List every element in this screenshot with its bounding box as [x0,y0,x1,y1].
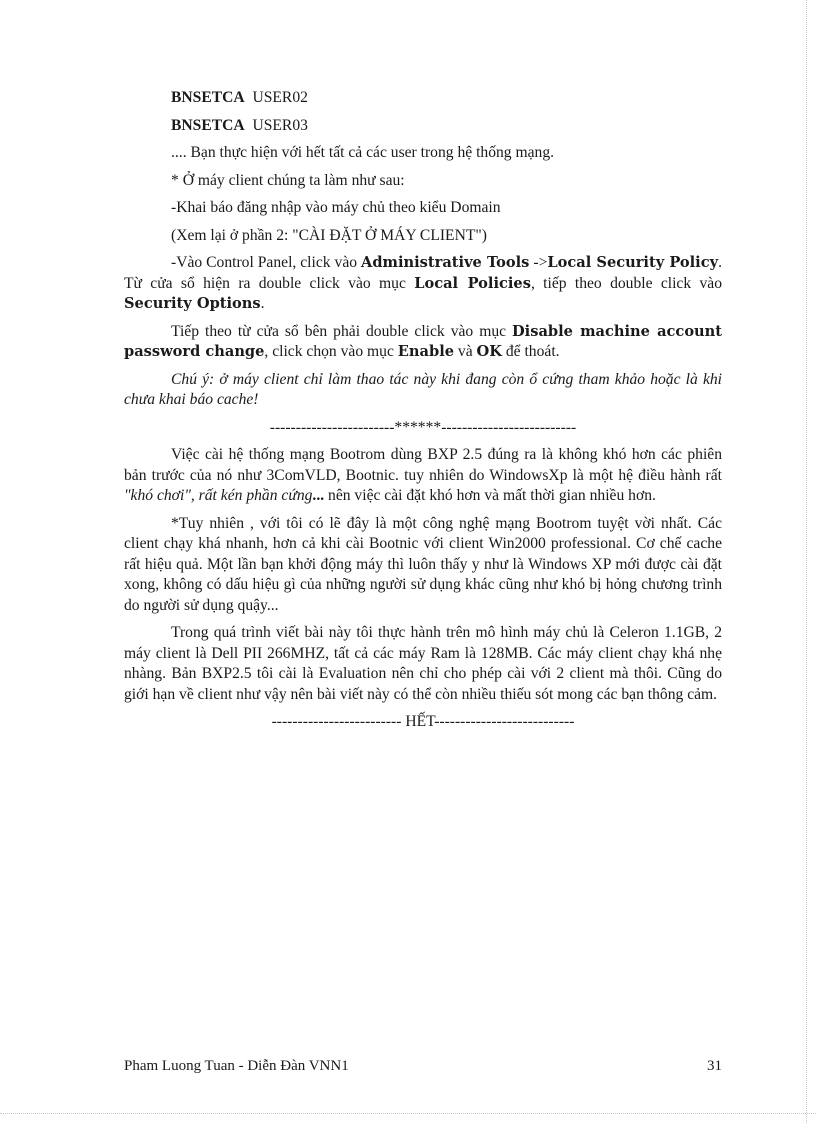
note-paragraph: Chú ý: ở máy client chỉ làm thao tác này khi đang còn ổ cứng tham khảo hoặc là khi chưa khai báo cache! [124,370,722,408]
login-domain-line: -Khai báo đăng nhập vào máy chủ theo kiểu Domain [171,199,501,216]
page-number: 31 [707,1058,722,1074]
intro-paragraph: Việc cài hệ thống mạng Bootrom dùng BXP 2.5 đúng ra là không khó hơn các phiên bản trước của nó như 3ComVLD, Bootnic. tuy nhiên do WindowsXp là một hệ điều hành rất "khó chơi", rất kén phần cứng... nên việc cài đặt khó hơn và mất thời gian nhiều hơn. [124,446,722,504]
all-users-line: .... Bạn thực hiện với hết tất cả các user trong hệ thống mạng. [171,144,555,161]
practice-paragraph: Trong quá trình viết bài này tôi thực hành trên mô hình máy chủ là Celeron 1.1GB, 2 máy client là Dell PII 266MHZ, tất cả các máy Ram là 128MB. Các máy client chạy khá nhẹ nhàng. Bản BXP2.5 tôi cài là Evaluation nên chỉ cho phép cài với 2 client mà thôi. Cũng do giới hạn về client như vậy nên bài viết này có thể còn nhiều thiếu sót mong các bạn thông cảm. [124,624,722,703]
page-border-bottom [0,1113,816,1114]
however-paragraph: *Tuy nhiên , với tôi có lẽ đây là một công nghệ mạng Bootrom tuyệt vời nhất. Các client chạy khá nhanh, hơn cả khi cài Bootnic với client Win2000 professional. Cơ chế cache rất hiệu quả. Một lần bạn khởi động máy thì luôn thấy y như là Windows XP mới được cài đặt xong, không có dấu hiệu gì của những người sử dụng khác cũng như khó bị hỏng chương trình do người sử dụng quậy... [124,514,722,614]
page-body [124,88,722,740]
separator-line: ------------------------******-------------------------- [269,418,577,436]
page-border-right [806,0,807,1123]
page-footer [124,1058,722,1075]
user02-line: BNSETCA USER02 [171,89,308,106]
client-heading: * Ở máy client chúng ta làm như sau: [171,171,405,189]
footer-author: Pham Luong Tuan - Diễn Đàn VNN1 [124,1058,349,1074]
user03-line: BNSETCA USER03 [171,116,308,134]
see-part2-line: (Xem lại ở phần 2: "CÀI ĐẶT Ở MÁY CLIENT") [171,226,487,244]
disable-password-paragraph: Tiếp theo từ cửa sổ bên phải double click vào mục Disable machine account password change, click chọn vào mục Enable và OK để thoát. [124,322,723,360]
control-panel-paragraph: -Vào Control Panel, click vào Administrative Tools ->Local Security Policy. Từ cửa sổ hiện ra double click vào mục Local Policies, tiếp theo double click vào Security Options. [124,254,723,312]
end-line: ------------------------- HẾT--------------------------- [271,713,575,730]
